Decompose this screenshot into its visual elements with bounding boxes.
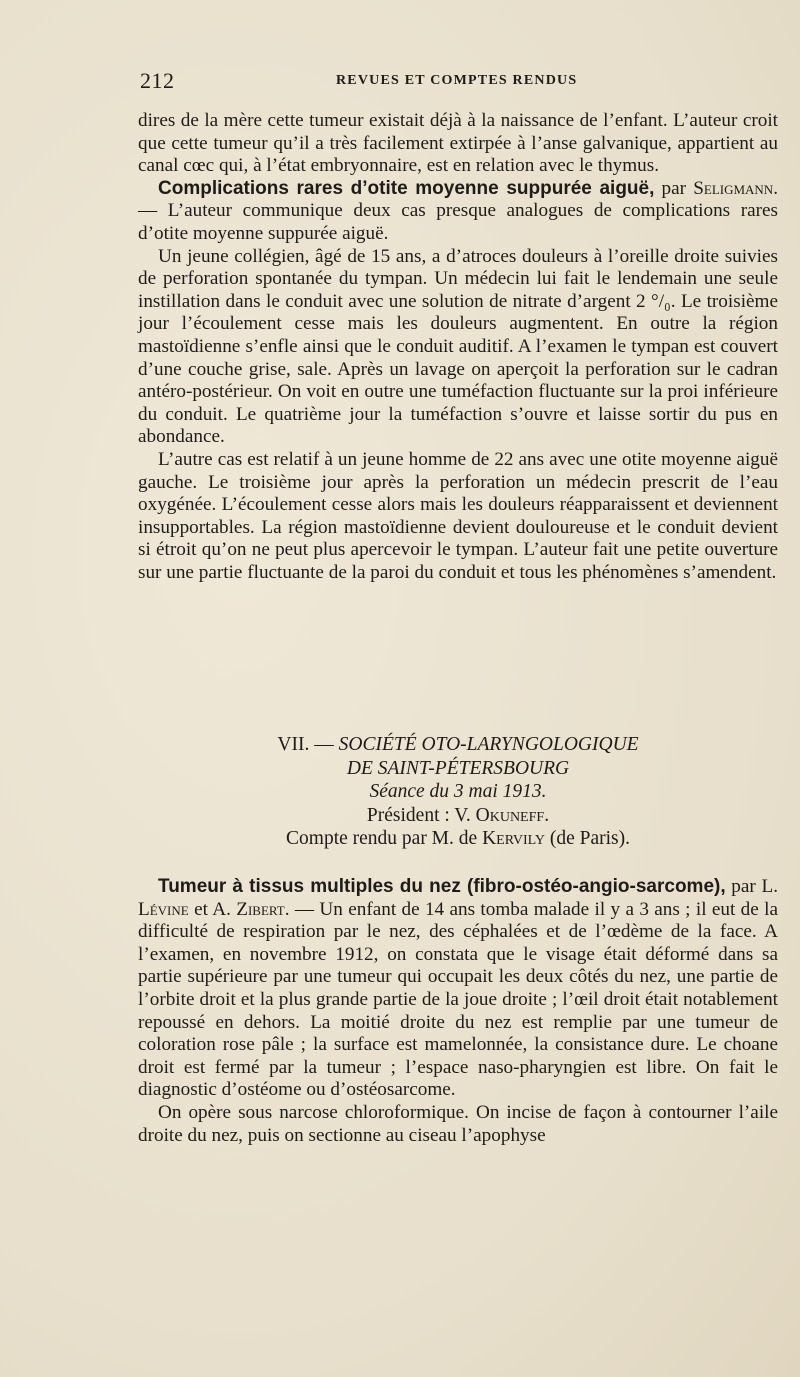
- article-title-tumeur: Tumeur à tissus multiples du nez (fibro-ostéo-angio-sarcome),: [158, 876, 726, 897]
- reporter-name: Kervily: [482, 828, 545, 849]
- section-title-line-2: DE SAINT-PÉTERSBOURG: [346, 757, 570, 779]
- paragraph-case-two: L’autre cas est relatif à un jeune homme de 22 ans avec une otite moyenne aiguë gauche. Le troisième jour après la perforation un médecin prescrit de l’eau oxygénée. L’écoulement cesse alors mais les douleurs réapparaissent et deviennent insupportables. La région mastoïdienne devient douloureuse et le conduit devient si étroit qu’on ne peut plus apercevoir le tympan. L’auteur fait une petite ouverture sur une partie fluctuante de la paroi du conduit et tous les phénomènes s’amendent.: [138, 448, 778, 583]
- paragraph-operation: On opère sous narcose chloroformique. On incise de façon à contourner l’aile droite du nez, puis on sectionne au ciseau l’apophyse: [138, 1101, 778, 1146]
- author-prefix: par: [654, 177, 694, 199]
- page-header: [138, 68, 778, 92]
- author-zibert: Zibert: [236, 898, 285, 920]
- intro-text: . — L’auteur communique deux cas presque analogues de complications rares d’otite moyenne suppurée aiguë.: [138, 177, 778, 244]
- report-line: [138, 827, 778, 851]
- paragraph-case-one: Un jeune collégien, âgé de 15 ans, a d’atroces douleurs à l’oreille droite suivies de perforation spontanée du tympan. Un médecin lui fait le lendemain une seule instillation dans le conduit avec une solution de nitrate d’argent 2 °/₀. Le troisième jour l’écoulement cesse mais les douleurs augmentent. En outre la région mastoïdienne s’enfle ainsi que le conduit auditif. A l’examen le tympan est couvert d’une couche grise, sale. Après un lavage on aperçoit la perforation sur le cadran antéro-postérieur. On voit en outre une tuméfaction fluctuante sur la proi inférieure du conduit. Le quatrième jour la tuméfaction s’ouvre et laisse sortir du pus en abondance.: [138, 245, 778, 448]
- report-prefix: Compte rendu par M. de: [286, 828, 483, 849]
- president-name: Okuneff: [475, 804, 545, 826]
- paragraph-otite-intro: [138, 178, 778, 246]
- article-title-otite: Complications rares d’otite moyenne suppurée aiguë,: [158, 177, 655, 199]
- president-label: Président : V.: [366, 804, 476, 826]
- paragraph-continuation: dires de la mère cette tumeur existait déjà à la naissance de l’enfant. L’auteur croit que cette tumeur qu’il a très facilement extirpée à l’anse galvanique, appartient au canal cœc qui, à l’état embryonnaire, est en relation avec le thymus.: [138, 110, 778, 177]
- society-name: SOCIÉTÉ OTO-LARYNGOLOGIQUE: [338, 734, 639, 755]
- tumeur-text: . — Un enfant de 14 ans tomba malade il y a 3 ans ; il eut de la difficulté de respiration par le nez, des céphalées et de l’œdème de la face. A l’examen, en novembre 1912, on constata que le visage était déformé dans sa partie supérieure par une tumeur qui occupait les deux côtés du nez, une partie de l’orbite droit et la plus grande partie de la joue droite ; l’œil droit était notablement repoussé en dehors. La moitié droite du nez est remplie par une tumeur de coloration rose pâle ; la surface est mamelonnée, la consistance dure. Le choane droit est fermé par la tumeur ; l’espace naso-pharyngien est libre. On fait le diagnostic d’ostéome ou d’ostéosarcome.: [138, 898, 778, 1101]
- report-suffix: (de Paris).: [544, 828, 630, 849]
- section-number: VII. —: [277, 734, 339, 755]
- running-head: REVUES ET COMPTES RENDUS: [336, 73, 578, 88]
- section-title-line-1: [138, 733, 778, 757]
- section-heading: [138, 733, 778, 851]
- authors-prefix: par L.: [725, 876, 778, 897]
- session-date: Séance du 3 mai 1913.: [369, 781, 547, 802]
- text-block-lower: [138, 876, 778, 1147]
- text-block-upper: [138, 110, 778, 584]
- president-end: .: [544, 804, 550, 826]
- author-levine: Lévine: [138, 898, 189, 920]
- authors-mid: et A.: [188, 898, 237, 920]
- president-line: [138, 804, 778, 828]
- page-number: 212: [140, 68, 175, 93]
- paragraph-tumeur: [138, 876, 778, 1102]
- author-seligmann: Seligmann: [693, 177, 774, 199]
